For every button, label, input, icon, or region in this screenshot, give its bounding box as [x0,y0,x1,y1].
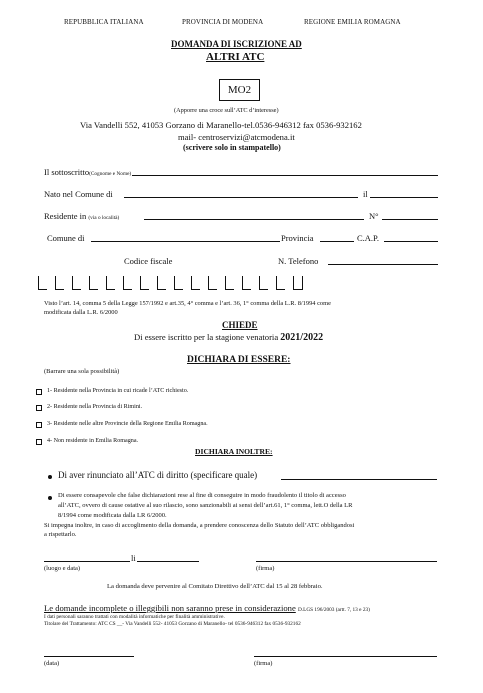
cf-box[interactable] [55,276,64,290]
dichiara-note: (Barrare una sola possibilità) [44,368,120,375]
header-province: PROVINCIA DI MODENA [182,18,264,26]
label-telefono: N. Telefono [278,256,319,266]
contact-mail: mail- centroservizi@atcmodena.it [178,132,295,142]
input-residente[interactable] [144,219,364,220]
input-nato-comune[interactable] [124,197,358,198]
deadline-note: La domanda deve pervenire al Comitato Direttivo dell’ATC dal 15 al 28 febbraio. [107,583,323,590]
privacy-warning: Le domande incomplete o illeggibili non saranno prese in considerazione D.LGS 196/2003 (artt. 7, 13 e 23) [44,603,370,613]
option-2-label: 2- Residente nella Provincia di Rimini. [47,404,143,410]
print-note: (scrivere solo in stampatello) [183,143,281,152]
option-2-checkbox[interactable] [36,405,42,411]
cf-box[interactable] [72,276,81,290]
input-luogo[interactable] [44,561,130,562]
input-data-nascita[interactable] [370,197,438,198]
input-provincia[interactable] [320,241,354,242]
input-firma[interactable] [256,561,437,562]
label-firma-2: (firma) [254,660,273,667]
atc-code-box[interactable]: MO2 [219,79,260,101]
input-cap[interactable] [384,241,438,242]
privacy-line1: I dati personali saranno trattati con modalità informatiche per finalità amministrative. [44,614,225,620]
cf-box[interactable] [276,276,285,290]
form-title: DOMANDA DI ISCRIZIONE AD [171,39,302,49]
label-li: li [131,553,136,563]
cf-box[interactable] [259,276,268,290]
cf-box[interactable] [157,276,166,290]
input-data-2[interactable] [44,656,134,657]
legal-visto: Visto l’art. 14, comma 5 della Legge 157/1992 e art.35, 4° comma e l’art. 36, 1° comma della L.R. 8/1994 come [44,300,331,307]
form-subtitle: ALTRI ATC [206,51,265,63]
inoltre-item-2-line1: Di essere consapevole che false dichiarazioni rese al fine di conseguire in modo fraudolento il titolo di accesso [58,492,346,499]
header-region: REGIONE EMILIA ROMAGNA [304,18,401,26]
inoltre-item-1: Di aver rinunciato all’ATC di diritto (specificare quale) [58,470,258,480]
label-sottoscritto: Il sottoscritto(Cognome e Nome) [44,167,132,177]
input-telefono[interactable] [328,264,438,265]
label-numero: N° [369,211,379,221]
label-nato: Nato nel Comune di [44,189,113,199]
input-comune[interactable] [91,241,280,242]
cf-box[interactable] [293,276,303,290]
cf-box[interactable] [242,276,251,290]
legal-visto-2: modificata dalla L.R. 6/2000 [44,309,118,316]
option-3-checkbox[interactable] [36,422,42,428]
input-firma-2[interactable] [254,656,437,657]
cf-box[interactable] [174,276,183,290]
label-firma: (firma) [256,565,275,572]
cf-box[interactable] [89,276,98,290]
option-1-checkbox[interactable] [36,389,42,395]
input-numero[interactable] [382,219,438,220]
inoltre-title: DICHIARA INOLTRE: [195,447,273,456]
mark-note: (Apporre una croce sull’ATC d’interesse) [174,107,279,114]
option-3-label: 3- Residente nelle altre Provincie della Regione Emilia Romagna. [47,421,208,427]
cf-box[interactable] [123,276,132,290]
cf-box[interactable] [140,276,149,290]
privacy-line2: Titolare del Trattamento: ATC CS __- Via Vandelli 552- 41053 Gorzano di Maranello- tel 0536-946312 fax 0536-932162 [44,621,301,627]
impegna-line2: a rispettarlo. [44,531,77,538]
option-4-label: 4- Non residente in Emilia Romagna. [47,438,139,444]
chiede-title: CHIEDE [222,320,258,330]
cf-box[interactable] [208,276,217,290]
bullet-icon [48,475,52,479]
label-data-2: (data) [44,660,60,667]
inoltre-item-2-line2: all’ATC, ovvero di cause ostative al suo rilascio, sono sanzionabili ai sensi dell’art.61, 1° comma, lett.O della LR [58,502,353,509]
bullet-icon [48,496,52,500]
label-codice-fiscale: Codice fiscale [124,256,173,266]
contact-address: Via Vandelli 552, 41053 Gorzano di Maranello-tel.0536-946312 fax 0536-932162 [80,120,362,130]
label-cap: C.A.P. [357,233,379,243]
option-1-label: 1- Residente nella Provincia in cui ricade l’ATC richiesto. [47,388,189,394]
impegna-line1: Si impegna inoltre, in caso di accoglimento della domanda, a prendere conoscenza dello Statuto dell’ATC obbligandosi [44,522,355,529]
label-il: il [363,189,368,199]
label-luogo-data: (luogo e data) [44,565,81,572]
input-data-firma[interactable] [137,561,199,562]
dichiara-title: DICHIARA DI ESSERE: [187,355,291,365]
inoltre-item-2-line3: 8/1994 come modificata dalla LR 6/2000. [58,512,167,519]
option-4-checkbox[interactable] [36,439,42,445]
cf-box[interactable] [38,276,47,290]
input-atc-rinunciato[interactable] [281,479,437,480]
chiede-text: Di essere iscritto per la stagione venatoria 2021/2022 [134,332,324,343]
cf-box[interactable] [191,276,200,290]
label-residente: Residente in (via o località) [44,211,120,221]
label-comune: Comune di [47,233,85,243]
header-republic: REPUBBLICA ITALIANA [64,18,144,26]
input-sottoscritto[interactable] [132,175,438,176]
label-provincia: Provincia [281,233,314,243]
cf-box[interactable] [225,276,234,290]
cf-box[interactable] [106,276,115,290]
